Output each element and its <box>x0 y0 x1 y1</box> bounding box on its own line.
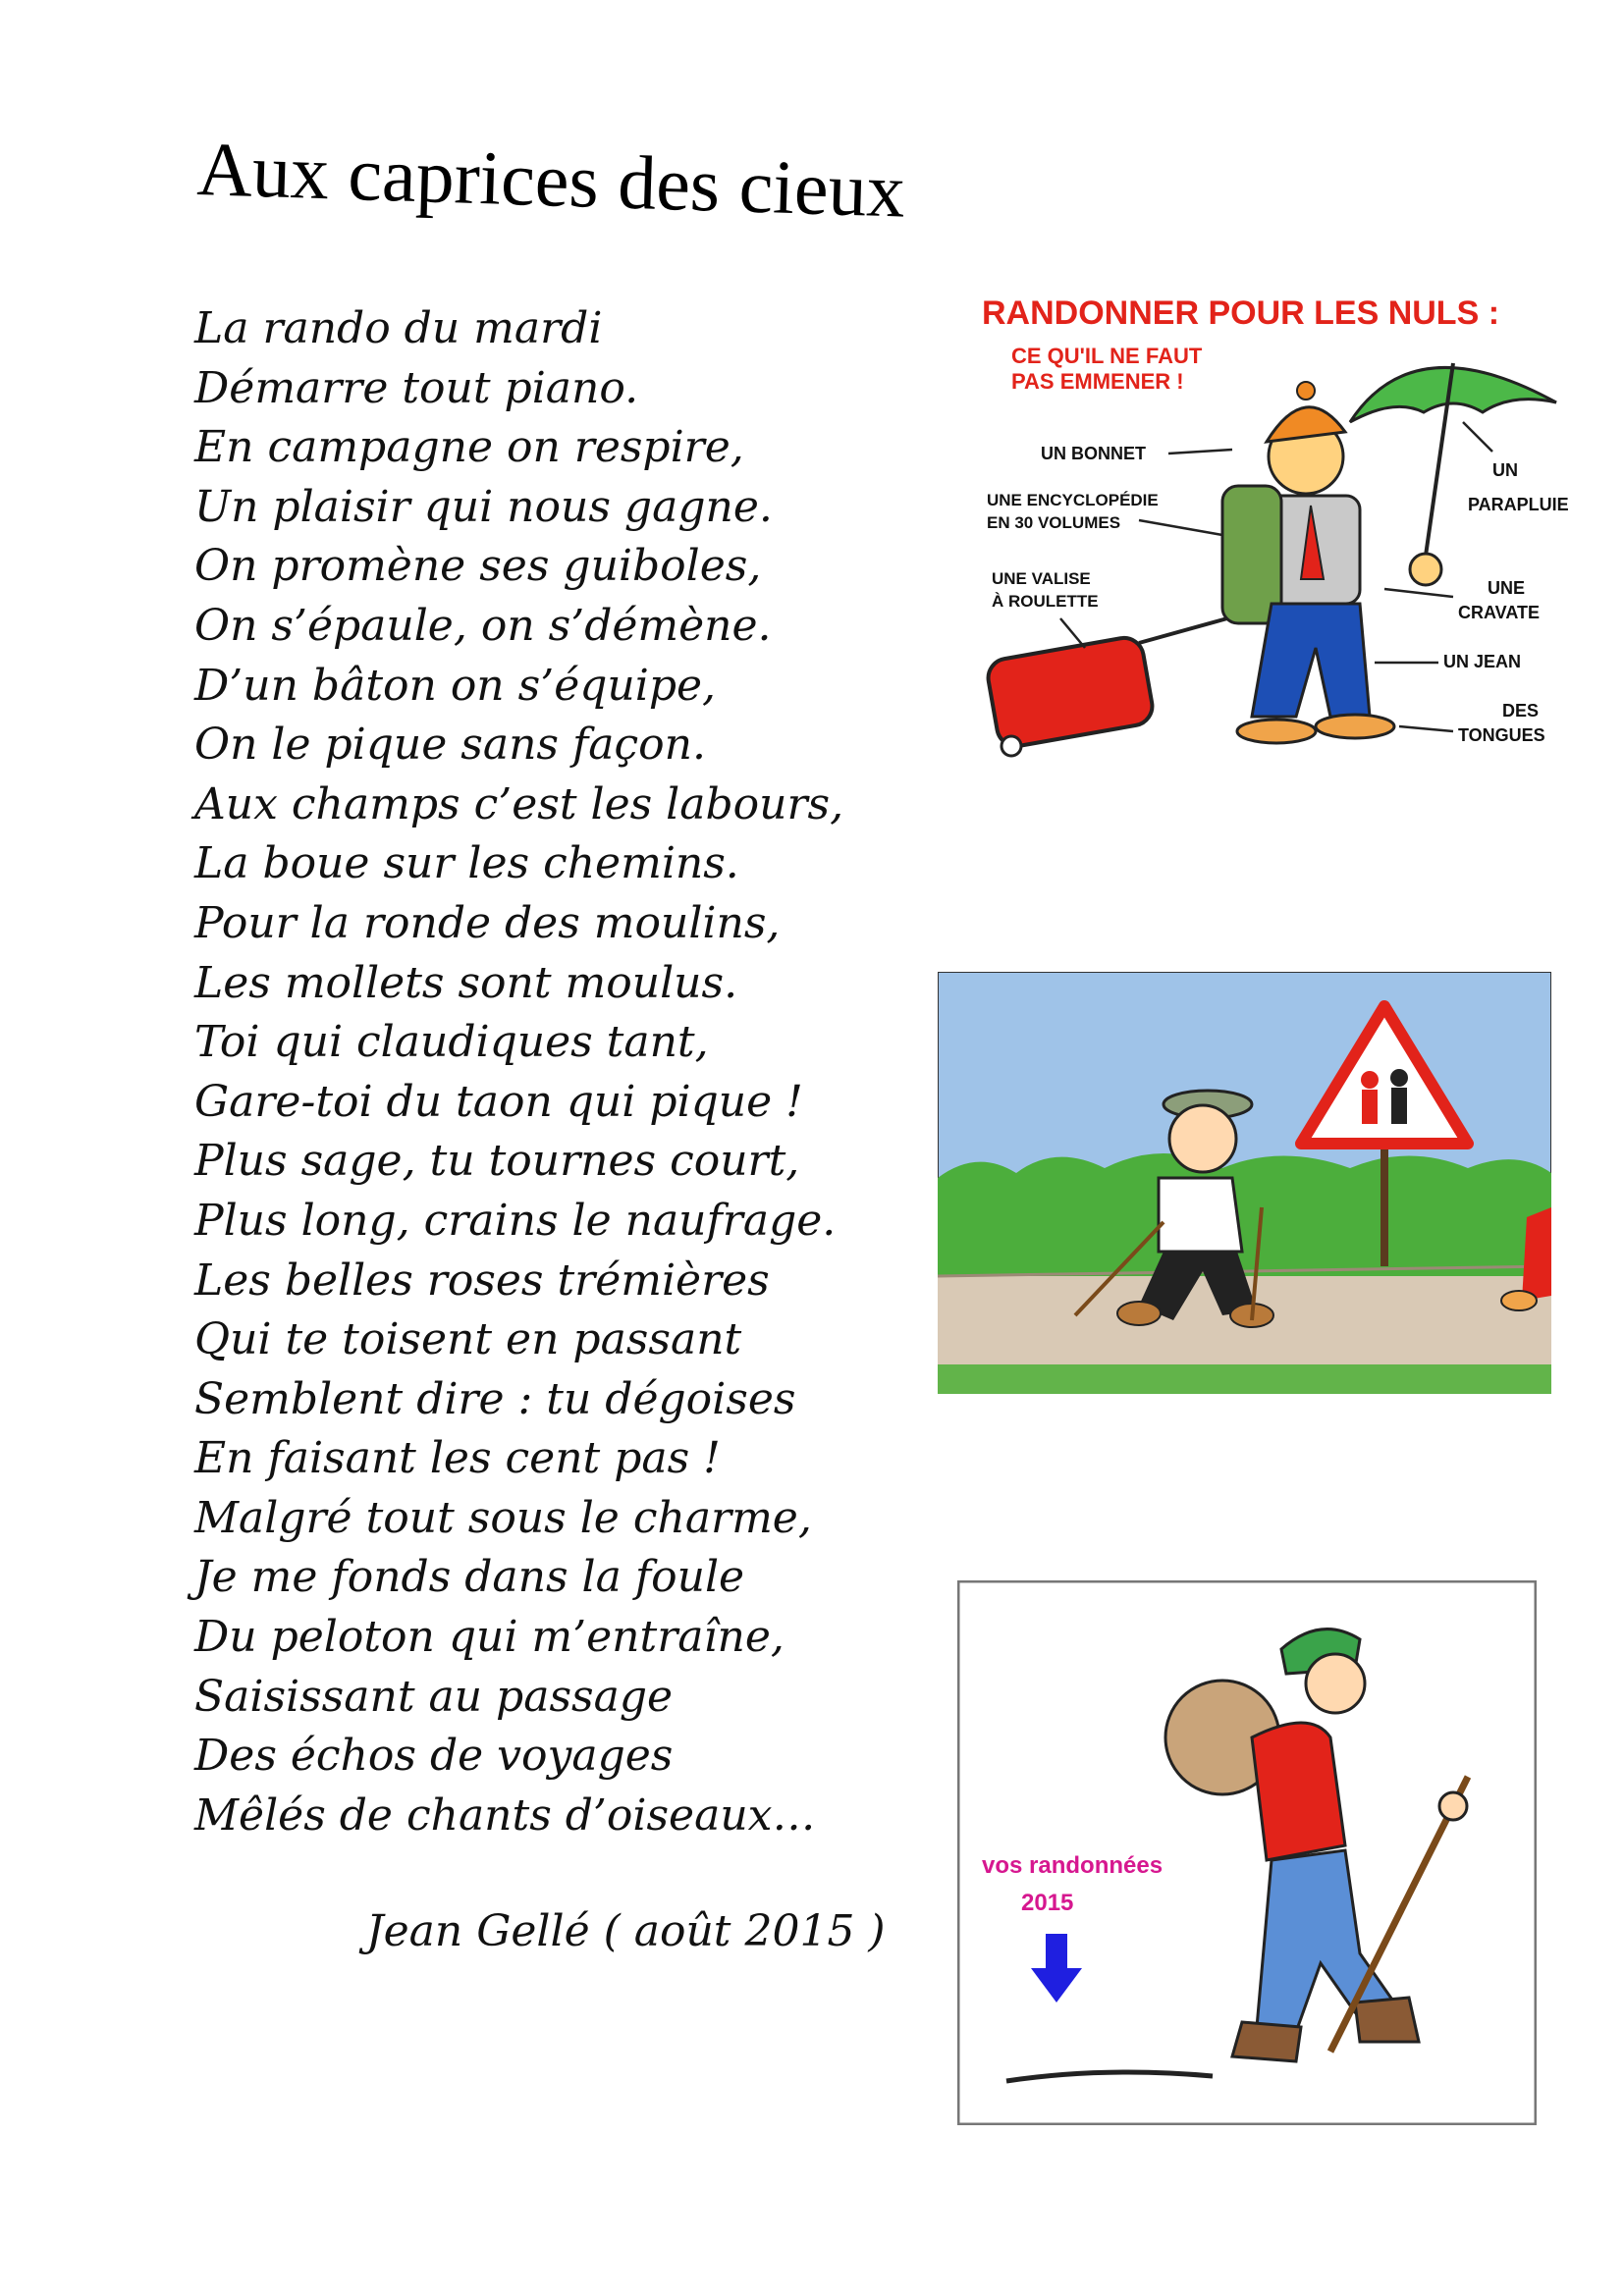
poem-line: On s’épaule, on s’démène. <box>194 600 772 651</box>
poem-line: Les belles roses trémières <box>194 1255 770 1306</box>
label-parapluie-1: UN <box>1492 460 1518 480</box>
label-tongues-2: TONGUES <box>1458 725 1545 745</box>
cartoon-hiker-warning-sign <box>938 972 1551 1394</box>
poem-line: On le pique sans façon. <box>194 720 706 771</box>
label-jean: UN JEAN <box>1443 652 1522 671</box>
label-tongues-1: DES <box>1502 701 1540 721</box>
poem-line: Plus long, crains le naufrage. <box>194 1195 837 1246</box>
label-encyclopedie-2: EN 30 VOLUMES <box>987 513 1121 532</box>
cartoon-randonner-pour-les-nuls <box>982 285 1571 775</box>
label-cravate-1: UNE <box>1488 578 1526 598</box>
poem-line: Démarre tout piano. <box>194 362 639 413</box>
poem-line: Saisissant au passage <box>194 1671 674 1722</box>
suitcase-icon <box>985 618 1227 756</box>
poem-line: Les mollets sont moulus. <box>194 957 738 1008</box>
vos-randonnees-caption-line1: vos randonnées <box>982 1852 1164 1879</box>
label-valise-2: À ROULETTE <box>992 592 1099 611</box>
poem-line: Un plaisir qui nous gagne. <box>194 481 773 532</box>
poem-title <box>192 116 978 234</box>
vos-randonnees-caption-line2: 2015 <box>1021 1890 1074 1916</box>
poem-line: En campagne on respire, <box>194 422 744 473</box>
poem-line: Je me fonds dans la foule <box>194 1552 745 1603</box>
poem-line: Des échos de voyages <box>194 1731 674 1782</box>
poem-line: Plus sage, tu tournes court, <box>194 1136 800 1187</box>
cartoon1-heading: RANDONNER POUR LES NULS : <box>982 294 1500 332</box>
poem-line: La rando du mardi <box>194 303 603 353</box>
poem-line: Mêlés de chants d’oiseaux… <box>194 1789 816 1841</box>
poem-line: On promène ses guiboles, <box>194 541 762 592</box>
cartoon1-subheading-2: PAS EMMENER ! <box>1011 369 1184 394</box>
label-cravate-2: CRAVATE <box>1458 603 1540 622</box>
poem-signature: Jean Gellé ( août 2015 ) <box>366 1906 886 1956</box>
poem-body <box>194 299 941 1845</box>
poem-line: En faisant les cent pas ! <box>194 1433 721 1484</box>
label-bonnet: UN BONNET <box>1041 444 1146 463</box>
poem-line: Qui te toisent en passant <box>194 1314 742 1365</box>
poem-line: La boue sur les chemins. <box>194 838 739 889</box>
poem-line: Aux champs c’est les labours, <box>194 778 844 829</box>
poem-line: Malgré tout sous le charme, <box>194 1492 812 1543</box>
poem-title-graphic <box>192 116 978 234</box>
poem-line: Du peloton qui m’entraîne, <box>194 1612 785 1663</box>
umbrella-icon <box>1350 363 1556 585</box>
label-parapluie-2: PARAPLUIE <box>1468 495 1569 514</box>
label-valise-1: UNE VALISE <box>992 569 1091 588</box>
poem-line: Semblent dire : tu dégoises <box>194 1373 796 1424</box>
poem-line: Toi qui claudiques tant, <box>194 1017 709 1068</box>
hiker-figure-icon <box>1222 382 1394 743</box>
label-encyclopedie-1: UNE ENCYCLOPÉDIE <box>987 491 1159 509</box>
cartoon-vos-randonnees <box>957 1580 1537 2125</box>
poem-line: Pour la ronde des moulins, <box>194 897 781 948</box>
poem-line: D’un bâton on s’équipe, <box>194 660 717 711</box>
poem-line: Gare-toi du taon qui pique ! <box>194 1076 803 1127</box>
poem-title-text: Aux caprices des cieux <box>195 126 907 234</box>
cartoon1-subheading-1: CE QU'IL NE FAUT <box>1011 344 1203 368</box>
